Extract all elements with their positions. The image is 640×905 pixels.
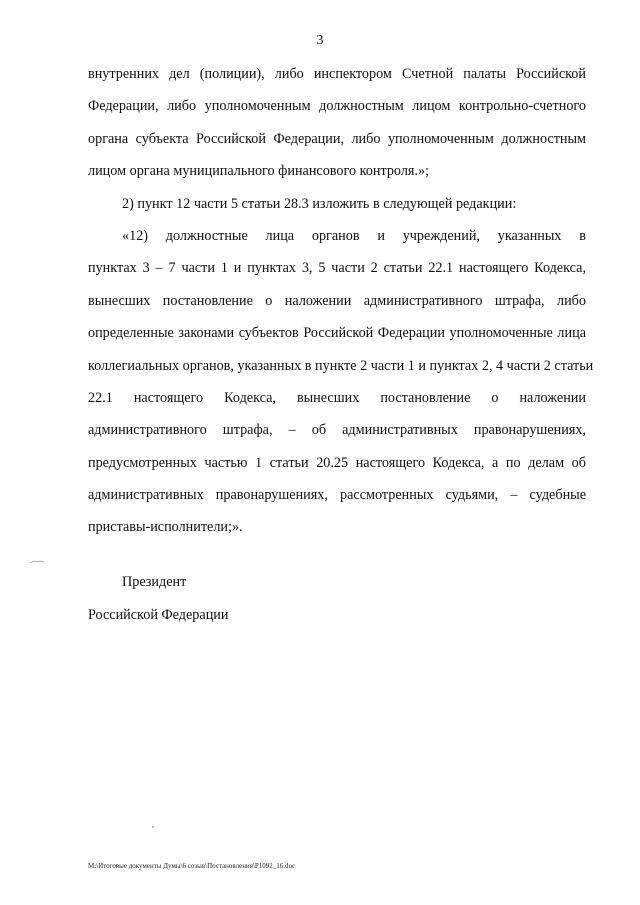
page-number: 3 xyxy=(316,33,324,48)
scan-artifact-dot xyxy=(152,826,154,828)
text-line: 22.1 настоящего Кодекса, вынесших постановление о наложении xyxy=(88,389,586,406)
text-line: коллегиальных органов, указанных в пункте 2 части 1 и пунктах 2, 4 части 2 статьи xyxy=(88,357,594,374)
quoted-item-12-start: «12) должностные лица органов и учреждений, указанных в xyxy=(122,227,586,244)
text-line: определенные законами субъектов Российской Федерации уполномоченные лица xyxy=(88,325,586,342)
scan-artifact-mark xyxy=(30,560,44,564)
amendment-item-2: 2) пункт 12 части 5 статьи 28.3 изложить в следующей редакции: xyxy=(122,195,517,212)
text-line: Федерации, либо уполномоченным должностным лицом контрольно-счетного xyxy=(88,98,586,115)
text-line: вынесших постановление о наложении административного штрафа, либо xyxy=(88,292,586,309)
text-line: внутренних дел (полиции), либо инспектором Счетной палаты Российской xyxy=(88,66,586,82)
text-line: органа субъекта Российской Федерации, либо уполномоченным должностным xyxy=(88,130,586,147)
signature-block xyxy=(88,566,228,632)
text-line: пунктах 3 – 7 части 1 и пунктах 3, 5 части 2 статьи 22.1 настоящего Кодекса, xyxy=(88,260,586,277)
text-line: предусмотренных частью 1 статьи 20.25 настоящего Кодекса, а по делам об xyxy=(88,454,586,471)
document-body xyxy=(88,58,594,544)
text-line: лицом органа муниципального финансового контроля.»; xyxy=(88,163,430,180)
signature-title-federation: Российской Федерации xyxy=(88,607,229,623)
signature-title-president: Президент xyxy=(122,574,187,590)
text-line: административного штрафа, – об административных правонарушениях, xyxy=(88,422,586,439)
text-line: приставы-исполнители;». xyxy=(88,519,243,536)
text-line: административных правонарушениях, рассмотренных судьями, – судебные xyxy=(88,487,586,504)
footer-file-path: M:\Итоговые документы Думы\6 созыв\Постановления\P1092_16.doc xyxy=(88,862,296,870)
